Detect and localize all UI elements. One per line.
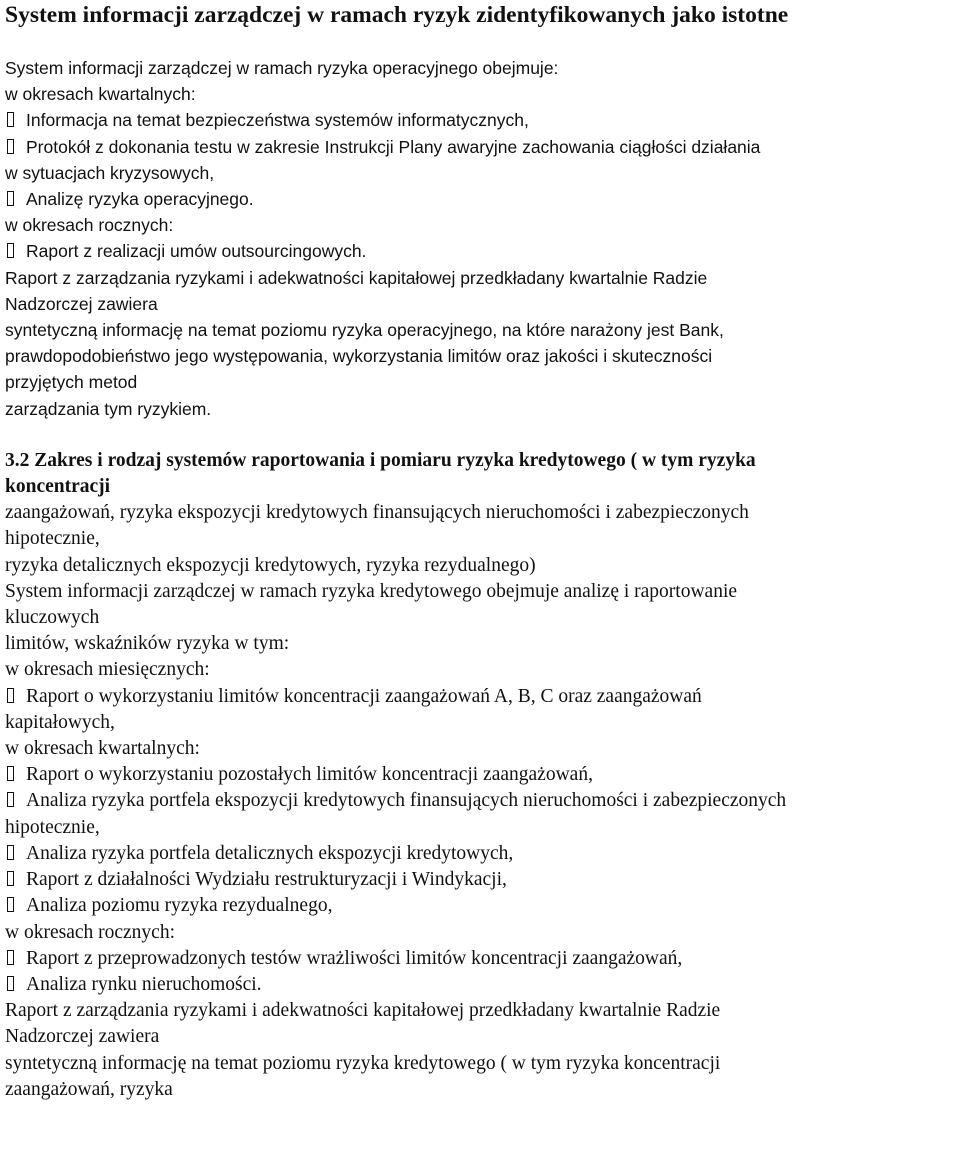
bullet-list-item <box>5 107 960 133</box>
line-text: przyjętych metod <box>5 372 138 393</box>
line-text: System informacji zarządczej w ramach ryzyka kredytowego obejmuje analizę i raportowanie <box>5 580 738 602</box>
bullet-list-item <box>5 788 960 814</box>
text-line <box>5 265 960 291</box>
bullet-box-icon <box>7 191 14 206</box>
bullet-list-item <box>5 684 960 710</box>
line-text: kapitałowych, <box>5 711 115 733</box>
line-text: Raport z zarządzania ryzykami i adekwatności kapitałowej przedkładany kwartalnie Radzie <box>5 267 708 288</box>
line-text: koncentracji <box>5 476 111 498</box>
line-text: Raport o wykorzystaniu limitów koncentracji zaangażowań A, B, C oraz zaangażowań <box>26 685 702 707</box>
line-text: Nadzorczej zawiera <box>5 1026 160 1048</box>
line-text: hipotecznie, <box>5 816 100 838</box>
text-line <box>5 1077 960 1103</box>
line-text: w okresach kwartalnych: <box>5 738 200 760</box>
bullet-box-icon <box>7 845 14 860</box>
paragraph-gap <box>5 422 960 448</box>
bullet-box-icon <box>7 792 14 807</box>
line-text: ryzyka detalicznych ekspozycji kredytowych, ryzyka rezydualnego) <box>5 554 536 576</box>
bullet-box-icon <box>7 112 14 127</box>
bullet-list-item <box>5 186 960 212</box>
bullet-box-icon <box>7 871 14 886</box>
bullet-list-item <box>5 972 960 998</box>
line-text: w okresach miesięcznych: <box>5 659 210 681</box>
line-text: Raport z realizacji umów outsourcingowych. <box>26 241 367 262</box>
line-text: Analiza rynku nieruchomości. <box>26 973 262 995</box>
line-text: w sytuacjach kryzysowych, <box>5 162 215 183</box>
line-text: hipotecznie, <box>5 528 100 550</box>
text-line <box>5 631 960 657</box>
text-line <box>5 657 960 683</box>
bullet-box-icon <box>7 139 14 154</box>
text-line <box>5 500 960 526</box>
bullet-box-icon <box>7 688 14 703</box>
line-text: prawdopodobieństwo jego występowania, wykorzystania limitów oraz jakości i skuteczności <box>5 346 713 367</box>
text-line <box>5 526 960 552</box>
text-line <box>5 369 960 395</box>
bullet-box-icon <box>7 950 14 965</box>
line-text: limitów, wskaźników ryzyka w tym: <box>5 633 290 655</box>
section-heading-line <box>5 448 960 474</box>
text-line <box>5 160 960 186</box>
text-line <box>5 317 960 343</box>
document-body <box>5 55 960 1103</box>
bullet-list-item <box>5 841 960 867</box>
text-line <box>5 1051 960 1077</box>
line-text: w okresach rocznych: <box>5 215 174 236</box>
text-line <box>5 212 960 238</box>
text-line <box>5 1024 960 1050</box>
section-heading-line <box>5 474 960 500</box>
bullet-box-icon <box>7 976 14 991</box>
line-text: Nadzorczej zawiera <box>5 293 158 314</box>
line-text: Informacja na temat bezpieczeństwa systemów informatycznych, <box>26 110 529 131</box>
text-line <box>5 815 960 841</box>
text-line <box>5 710 960 736</box>
text-line <box>5 579 960 605</box>
line-text: Raport z przeprowadzonych testów wrażliwości limitów koncentracji zaangażowań, <box>26 947 683 969</box>
bullet-list-item <box>5 893 960 919</box>
line-text: w okresach kwartalnych: <box>5 84 196 105</box>
text-line <box>5 343 960 369</box>
text-line <box>5 998 960 1024</box>
bullet-list-item <box>5 762 960 788</box>
line-text: zaangażowań, ryzyka <box>5 1078 173 1100</box>
text-line <box>5 553 960 579</box>
bullet-list-item <box>5 134 960 160</box>
bullet-box-icon <box>7 766 14 781</box>
bullet-list-item <box>5 946 960 972</box>
line-text: Raport z działalności Wydziału restrukturyzacji i Windykacji, <box>26 869 507 891</box>
text-line <box>5 81 960 107</box>
text-line <box>5 605 960 631</box>
line-text: Analizę ryzyka operacyjnego. <box>26 189 254 210</box>
line-text: syntetyczną informację na temat poziomu ryzyka kredytowego ( w tym ryzyka koncentracji <box>5 1052 721 1074</box>
line-text: zaangażowań, ryzyka ekspozycji kredytowych finansujących nieruchomości i zabezpieczonych <box>5 502 749 524</box>
line-text: w okresach rocznych: <box>5 921 176 943</box>
line-text: 3.2 Zakres i rodzaj systemów raportowania i pomiaru ryzyka kredytowego ( w tym ryzyka <box>5 449 756 471</box>
text-line <box>5 55 960 81</box>
line-text: Analiza poziomu ryzyka rezydualnego, <box>26 895 333 917</box>
line-text: Raport o wykorzystaniu pozostałych limitów koncentracji zaangażowań, <box>26 764 593 786</box>
line-text: System informacji zarządczej w ramach ryzyka operacyjnego obejmuje: <box>5 58 559 78</box>
page-title: System informacji zarządczej w ramach ryzyk zidentyfikowanych jako istotne <box>5 2 789 28</box>
bullet-box-icon <box>7 243 14 258</box>
bullet-list-item <box>5 238 960 264</box>
line-text: Protokół z dokonania testu w zakresie Instrukcji Plany awaryjne zachowania ciągłości działania <box>26 136 761 157</box>
text-line <box>5 736 960 762</box>
text-line <box>5 291 960 317</box>
text-line <box>5 396 960 422</box>
line-text: Analiza ryzyka portfela ekspozycji kredytowych finansujących nieruchomości i zabezpieczonych <box>26 790 787 812</box>
text-line <box>5 920 960 946</box>
line-text: Analiza ryzyka portfela detalicznych ekspozycji kredytowych, <box>26 842 514 864</box>
line-text: syntetyczną informację na temat poziomu ryzyka operacyjnego, na które narażony jest Bank, <box>5 320 724 341</box>
line-text: kluczowych <box>5 607 100 629</box>
bullet-box-icon <box>7 897 14 912</box>
line-text: Raport z zarządzania ryzykami i adekwatności kapitałowej przedkładany kwartalnie Radzie <box>5 1000 721 1022</box>
bullet-list-item <box>5 867 960 893</box>
line-text: zarządzania tym ryzykiem. <box>5 398 212 419</box>
